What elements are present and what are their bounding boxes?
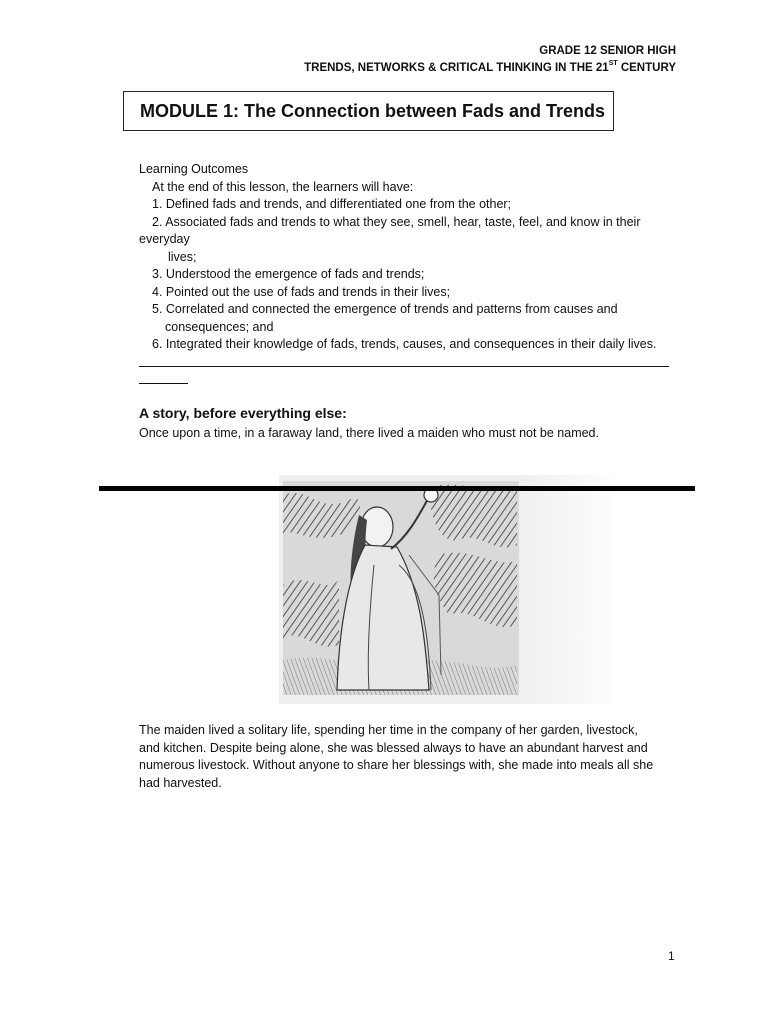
- outcome-item-continued: everyday: [139, 232, 190, 246]
- maiden-illustration: [279, 475, 613, 704]
- outcome-item: 3. Understood the emergence of fads and trends;: [152, 267, 425, 281]
- story-paragraph-line: had harvested.: [139, 775, 222, 790]
- outcome-item: 5. Correlated and connected the emergence of trends and patterns from causes and: [152, 302, 618, 316]
- outcome-item: 1. Defined fads and trends, and differentiated one from the other;: [152, 197, 512, 211]
- story-paragraph-line: The maiden lived a solitary life, spending her time in the company of her garden, livestock,: [139, 723, 638, 737]
- story-paragraph-line: and kitchen. Despite being alone, she was blessed always to have an abundant harvest and: [139, 740, 648, 755]
- divider-line-short: [139, 383, 188, 384]
- story-opening: Once upon a time, in a faraway land, there lived a maiden who must not be named.: [139, 426, 599, 440]
- learning-outcomes-heading: Learning Outcomes: [139, 162, 249, 176]
- learning-outcomes: [139, 161, 679, 384]
- outcome-item: 2. Associated fads and trends to what they see, smell, hear, taste, feel, and know in their: [152, 214, 641, 229]
- divider-line: [139, 366, 669, 367]
- outcome-item-continued: lives;: [168, 249, 197, 264]
- module-title-box: [123, 91, 614, 131]
- header-grade: GRADE 12 SENIOR HIGH: [539, 45, 676, 57]
- maiden-sketch-image: [279, 475, 613, 704]
- outcome-item: 6. Integrated their knowledge of fads, trends, causes, and consequences in their daily lives.: [152, 337, 657, 351]
- outcome-item-continued: consequences; and: [165, 319, 274, 334]
- outcome-item: 4. Pointed out the use of fads and trends in their lives;: [152, 284, 451, 299]
- page-number: 1: [668, 949, 675, 963]
- story-heading: A story, before everything else:: [139, 405, 347, 421]
- document-header: [156, 43, 676, 77]
- module-title: MODULE 1: The Connection between Fads and Trends: [140, 100, 606, 121]
- header-subject: TRENDS, NETWORKS & CRITICAL THINKING IN THE 21ST CENTURY: [304, 60, 676, 74]
- thick-horizontal-bar: [99, 486, 695, 491]
- learning-outcomes-intro: At the end of this lesson, the learners will have:: [152, 179, 414, 194]
- story-paragraph: [139, 722, 679, 792]
- story-paragraph-line: numerous livestock. Without anyone to share her blessings with, she made into meals all she: [139, 758, 654, 772]
